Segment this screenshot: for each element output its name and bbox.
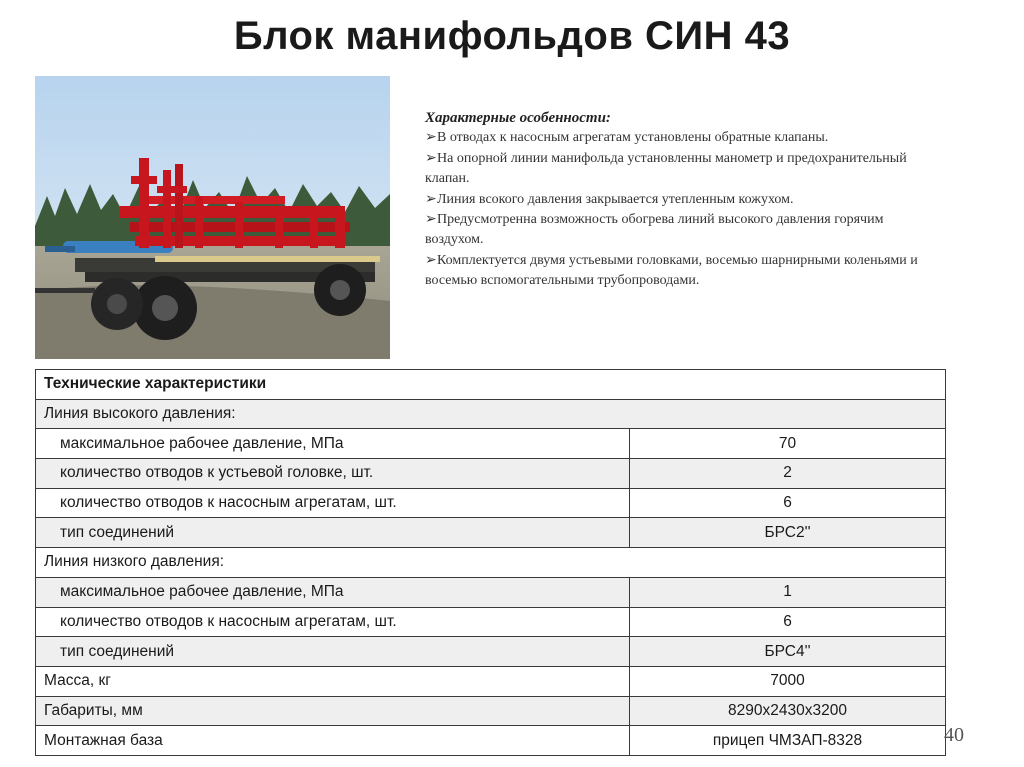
spec-label: тип соединений xyxy=(36,518,630,548)
spec-label: максимальное рабочее давление, МПа xyxy=(36,429,630,459)
table-row xyxy=(36,696,946,726)
spec-value: 2 xyxy=(630,459,946,489)
bullet-arrow-icon: ➢ xyxy=(425,130,437,146)
spec-label: Монтажная база xyxy=(36,726,630,756)
spec-value: БРС4'' xyxy=(630,637,946,667)
specs-table xyxy=(35,369,946,756)
spec-label: количество отводов к насосным агрегатам, шт. xyxy=(36,488,630,518)
features-block xyxy=(425,108,945,292)
spec-label: максимальное рабочее давление, МПа xyxy=(36,577,630,607)
spec-value: 7000 xyxy=(630,666,946,696)
spec-label: количество отводов к устьевой головке, шт. xyxy=(36,459,630,489)
feature-text: На опорной линии манифольда установленны манометр и предохранительный клапан. xyxy=(425,150,907,187)
feature-item xyxy=(425,128,945,148)
feature-item xyxy=(425,210,945,251)
table-row xyxy=(36,488,946,518)
feature-text: В отводах к насосным агрегатам установлены обратные клапаны. xyxy=(437,130,829,146)
specs-header-row xyxy=(36,370,946,400)
high-pressure-section: Линия высокого давления: xyxy=(36,399,946,429)
table-row xyxy=(36,666,946,696)
spec-value: 1 xyxy=(630,577,946,607)
page-title: Блок манифольдов СИН 43 xyxy=(233,14,791,58)
bullet-arrow-icon: ➢ xyxy=(425,212,437,228)
table-row xyxy=(36,459,946,489)
spec-value: прицеп ЧМЗАП-8328 xyxy=(630,726,946,756)
spec-label: тип соединений xyxy=(36,637,630,667)
spec-label: количество отводов к насосным агрегатам, шт. xyxy=(36,607,630,637)
specs-header: Технические характеристики xyxy=(36,370,946,400)
table-row xyxy=(36,607,946,637)
feature-item xyxy=(425,149,945,190)
spec-label: Масса, кг xyxy=(36,666,630,696)
table-row xyxy=(36,637,946,667)
spec-value: 8290х2430х3200 xyxy=(630,696,946,726)
table-row xyxy=(36,577,946,607)
page-number: 40 xyxy=(944,724,964,746)
feature-text: Линия всокого давления закрывается утепленным кожухом. xyxy=(437,191,794,207)
feature-item xyxy=(425,251,945,292)
table-row xyxy=(36,429,946,459)
bullet-arrow-icon: ➢ xyxy=(425,191,437,207)
spec-value: 70 xyxy=(630,429,946,459)
bullet-arrow-icon: ➢ xyxy=(425,150,437,166)
bullet-arrow-icon: ➢ xyxy=(425,252,437,268)
spec-label: Габариты, мм xyxy=(36,696,630,726)
feature-text: Комплектуется двумя устьевыми головками, восемью шарнирными коленьями и восемью вспомогательными трубопроводами. xyxy=(425,252,918,289)
spec-value: 6 xyxy=(630,607,946,637)
low-pressure-section: Линия низкого давления: xyxy=(36,548,946,578)
table-row xyxy=(36,518,946,548)
spec-value: 6 xyxy=(630,488,946,518)
manifold-trailer-photo xyxy=(35,76,390,359)
feature-item xyxy=(425,190,945,210)
section-row xyxy=(36,548,946,578)
table-row xyxy=(36,726,946,756)
section-row xyxy=(36,399,946,429)
spec-value: БРС2'' xyxy=(630,518,946,548)
features-heading: Характерные особенности: xyxy=(425,110,611,126)
feature-text: Предусмотренна возможность обогрева линий высокого давления горячим воздухом. xyxy=(425,212,884,248)
